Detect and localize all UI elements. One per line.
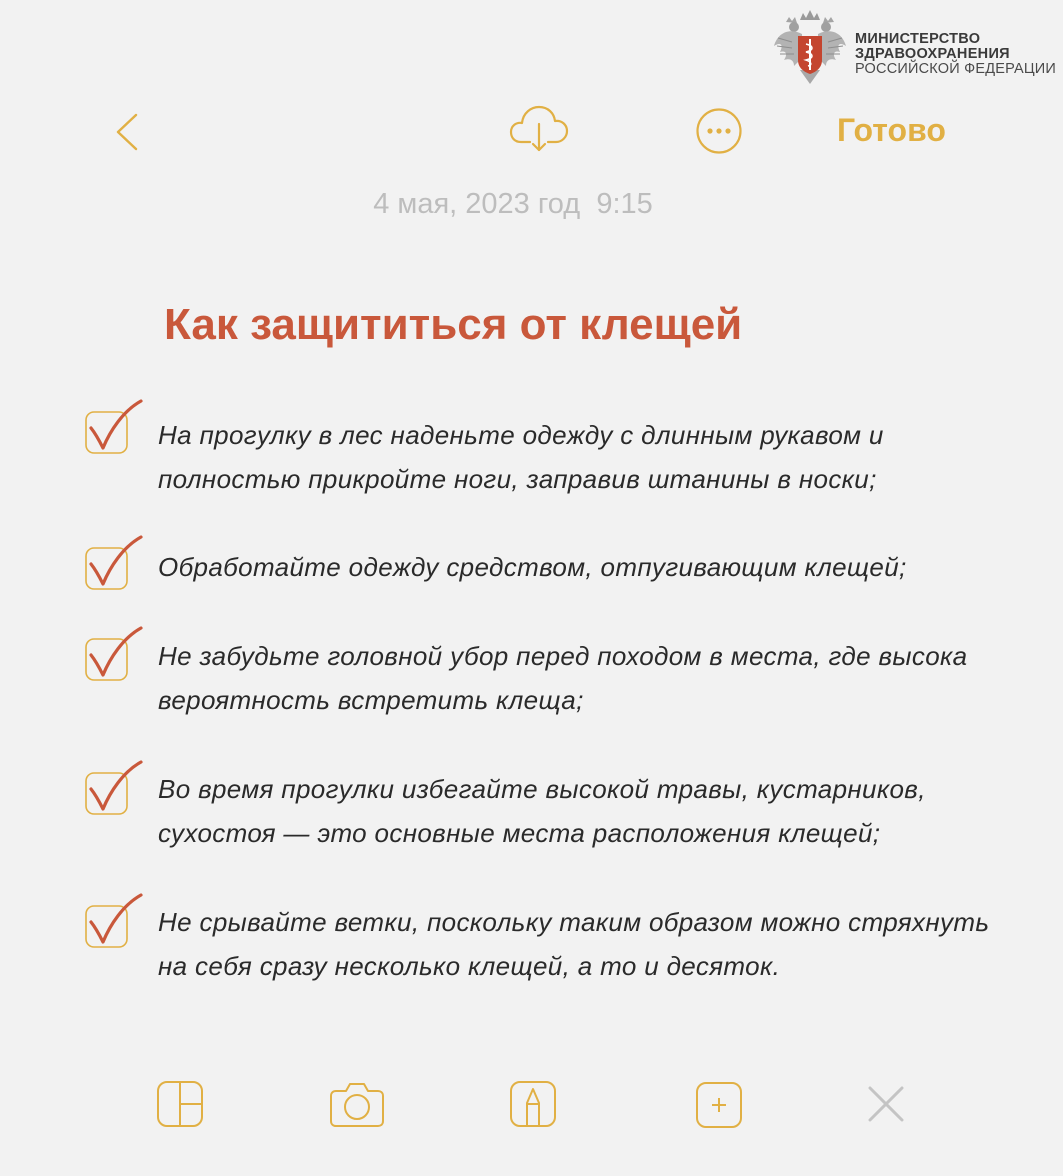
ministry-name-line1: МИНИСТЕРСТВО [855, 31, 981, 47]
checklist-item-text: Не срывайте ветки, поскольку таким образом можно стряхнуть на себя сразу несколько клещей, а то и десяток. [158, 907, 990, 981]
more-circle-icon[interactable] [695, 107, 743, 155]
note-title: Как защититься от клещей [164, 300, 743, 349]
done-button[interactable]: Готово [837, 112, 946, 148]
checklist-item-text: Обработайте одежду средством, отпугивающим клещей; [158, 552, 907, 582]
checklist-item-text: Не забудьте головной убор перед походом в места, где высока вероятность встретить клеща; [158, 641, 968, 715]
note-date: 4 мая, 2023 год 9:15 [373, 188, 653, 220]
ministry-name-line3: РОССИЙСКОЙ ФЕДЕРАЦИИ [855, 61, 1057, 77]
ministry-name [855, 32, 1056, 77]
layout-icon[interactable] [155, 1079, 205, 1129]
pen-icon[interactable] [508, 1079, 558, 1129]
chevron-left-icon[interactable] [110, 110, 144, 154]
coat-of-arms-icon [772, 8, 848, 86]
ministry-name-line2: ЗДРАВООХРАНЕНИЯ [855, 46, 1010, 62]
close-icon[interactable] [866, 1084, 906, 1124]
cloud-download-icon[interactable] [508, 102, 570, 154]
checklist-item-text: На прогулку в лес наденьте одежду с длинным рукавом и полностью прикройте ноги, заправив штанины в носки; [158, 420, 884, 494]
ministry-brand [772, 8, 1057, 86]
checkbox-checked-icon[interactable] [80, 759, 146, 817]
checkbox-checked-icon[interactable] [80, 625, 146, 683]
checkbox-checked-icon[interactable] [80, 892, 146, 950]
checkbox-checked-icon[interactable] [80, 534, 146, 592]
plus-icon[interactable] [694, 1080, 744, 1130]
checkbox-checked-icon[interactable] [80, 398, 146, 456]
checklist-item-text: Во время прогулки избегайте высокой травы, кустарников, сухостоя — это основные места расположения клещей; [158, 774, 926, 848]
camera-icon[interactable] [328, 1079, 386, 1129]
